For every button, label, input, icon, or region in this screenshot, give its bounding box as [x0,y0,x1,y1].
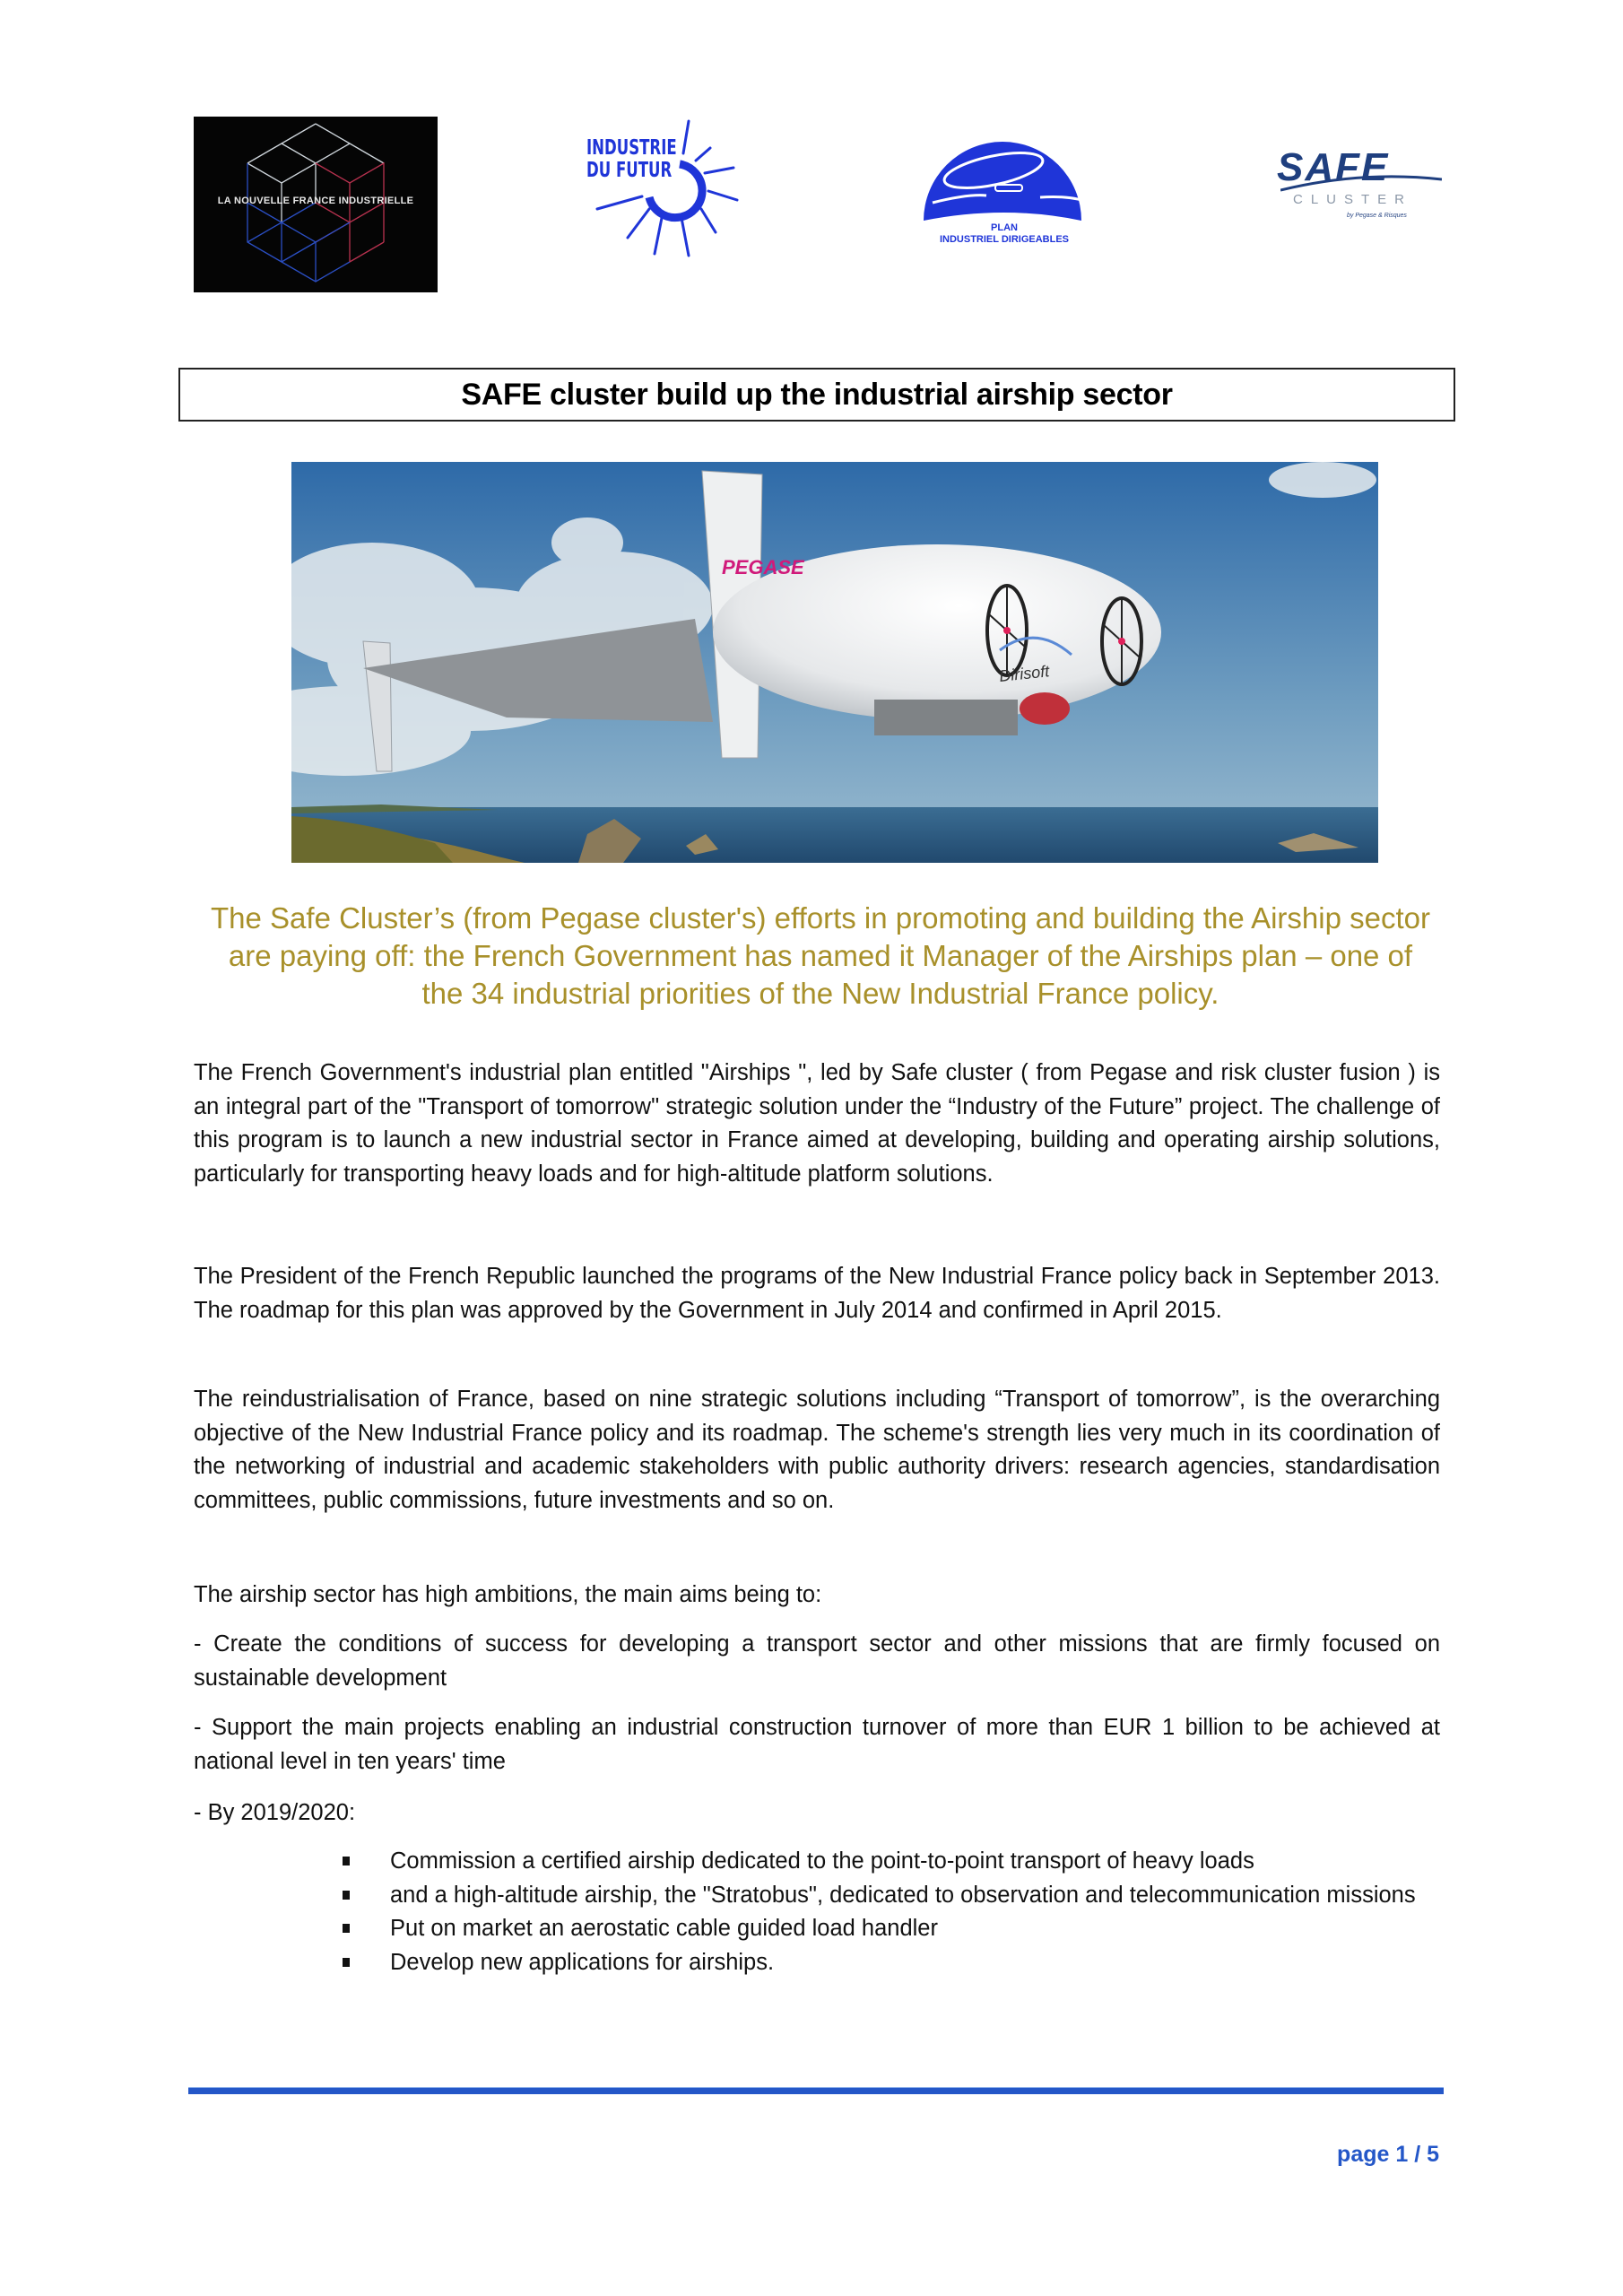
pid-line2: INDUSTRIEL DIRIGEABLES [939,234,1070,245]
page-number: page 1 / 5 [1337,2142,1439,2167]
nouvelle-france-industrielle-logo [194,117,438,292]
bullet-item [341,1912,1440,1946]
footer-divider [188,2087,1444,2094]
body-paragraph: The President of the French Republic launched the programs of the New Industrial France policy back in September 2013. The roadmap for this plan was approved by the Government in July 2014 and confirmed in April 2015. [194,1264,1440,1323]
bullet-item [341,1946,1440,1980]
plan-industriel-dirigeables-logo [915,115,1094,249]
svg-text:Dirisoft: Dirisoft [998,662,1051,685]
tail-label: PEGASE [722,556,804,578]
safe-wordmark: SAFE [1277,145,1390,189]
square-bullet-icon [343,1891,350,1900]
nfi-caption: LA NOUVELLE FRANCE INDUSTRIELLE [217,196,414,206]
aim-item: - By 2019/2020: [194,1800,356,1825]
safe-by-line: by Pegase & Risques [1347,213,1407,219]
aims-intro: The airship sector has high ambitions, the main aims being to: [194,1582,822,1607]
pid-line1: PLAN [991,222,1018,233]
sun-ring-icon [574,112,762,265]
bullet-item [341,1845,1440,1879]
bullet-text: Develop new applications for airships. [390,1949,775,1975]
body-paragraph: The reindustrialisation of France, based on nine strategic solutions including “Transport of tomorrow”, is the overarching objective of the New Industrial France policy and its roadmap. The scheme's strength lies very much in its coordination of the networking of industrial and academic stakeholders with public authority drivers: research agencies, standardisation committees, public commissions, future investments and so on. [194,1387,1440,1513]
page-title: SAFE cluster build up the industrial airship sector [461,377,1173,412]
hero-airship-image [291,462,1378,863]
bullet-text: and a high-altitude airship, the "Stratobus", dedicated to observation and telecommunication missions [390,1882,1416,1908]
idf-line1: INDUSTRIE [586,136,677,160]
square-bullet-icon [343,1857,350,1866]
body-paragraph: The French Government's industrial plan entitled "Airships ", led by Safe cluster ( from Pegase and risk cluster fusion ) is an integral part of the "Transport of tomorrow" strategic solution under the “Industry of the Future” project. The challenge of this program is to launch a new industrial sector in France aimed at developing, building and operating airship solutions, particularly for transporting heavy loads and for high-altitude platform solutions. [194,1060,1440,1187]
square-bullet-icon [343,1924,350,1933]
idf-line2: DU FUTUR [586,159,673,182]
title-box [178,368,1455,422]
goals-bullet-list [341,1845,1440,1979]
aim-item: - Support the main projects enabling an industrial construction turnover of more than EUR 1 billion to be achieved at national level in ten years' time [194,1715,1440,1774]
safe-cluster-logo [1271,145,1451,235]
bullet-text: Commission a certified airship dedicated to the point-to-point transport of heavy loads [390,1848,1254,1874]
square-bullet-icon [343,1958,350,1967]
swoosh-icon [1280,174,1442,192]
airship-photo-illustration [291,462,1378,863]
industrie-du-futur-logo [574,112,762,265]
bullet-text: Put on market an aerostatic cable guided load handler [390,1916,938,1941]
aim-item: - Create the conditions of success for developing a transport sector and other missions that are firmly focused on sustainable development [194,1631,1440,1691]
lead-paragraph: The Safe Cluster’s (from Pegase cluster's) efforts in promoting and building the Airship sector are paying off: the French Government has named it Manager of the Airships plan – one of the 34 industrial priorities of the New Industrial France policy. [211,901,1430,1010]
bullet-item [341,1879,1440,1913]
safe-cluster-sub: CLUSTER [1293,192,1413,207]
